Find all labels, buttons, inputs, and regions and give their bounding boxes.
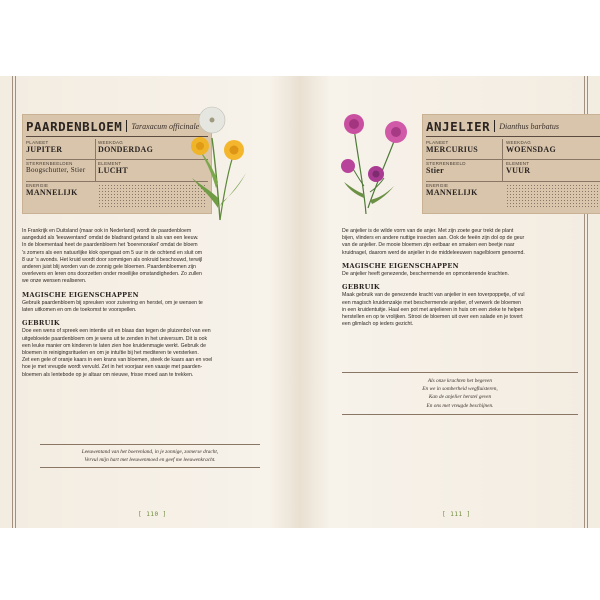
zodiac-label: STERRENBEELD [426,161,466,166]
cell-divider [502,139,503,181]
intro-line: anderen juist blij worden van de zonnig gele bloemen. Paardenbloemen zijn [22,264,196,271]
margin-rule [15,76,16,528]
intro-line: aangeduid als 'leeuwentand' omdat de bladrand getand is als van een leeuw. [22,235,199,242]
energy-value: MANNELIJK [426,188,478,197]
intro-line: van de anjelier. De mooie bloemen zijn eetbaar en smaken een beetje naar [342,242,515,249]
magic-line: Gebruik paardenbloem bij spreuken voor zuivering en herstel, om je wensen te [22,299,203,306]
title-divider [26,136,208,137]
latin-name: Dianthus barbatus [499,121,560,131]
section-heading: MAGISCHE EIGENSCHAPPEN [22,290,139,299]
use-line: Maak gebruik van de genezende kracht van anjelier in een toverpoppetje, of vul [342,292,525,299]
element-cell [98,161,128,175]
intro-line: overlevers en leren ons doorzetten onder moeilijke omstandigheden. Zo zullen [22,271,202,278]
energy-cell [426,183,478,197]
zodiac-value: Boogschutter, Stier [26,166,86,174]
quote-box [40,444,260,468]
quote-line: Leeuwentand van het boerenland, in je zonnige, zomerse dracht, [81,449,219,455]
intro-line: In Frankrijk en Duitsland (maar ook in Nederland) wordt de paardenbloem [22,228,192,234]
left-page [0,76,300,528]
page-number: [ 111 ] [442,511,471,518]
energy-label: ENERGIE [426,183,449,188]
row-divider [426,181,600,182]
planet-value: MERCURIUS [426,145,479,154]
intro-line: bijen, vlinders en andere nuttige insecten aan. Ook de feeën zijn dol op de geur [342,235,525,242]
body-text [342,228,592,328]
right-page [300,76,600,528]
dotted-pattern [506,184,600,208]
quote-line: Kan de anjelier herstel geven [428,394,492,401]
element-label: ELEMENT [98,161,122,166]
plant-name: ANJELIER [426,118,491,134]
weekday-value: DONDERDAG [98,145,154,154]
row-divider [426,159,600,160]
quote-box [342,372,578,415]
quote-line: Vervul mijn hart met leeuwenmoed en geef me leeuwenkracht. [84,457,216,464]
magic-line: laten uitkomen en om de toekomst te voorspellen. [22,307,137,314]
cell-divider [95,139,96,181]
body-text [22,228,270,379]
intro-line: we onze wensen realiseren. [22,278,87,285]
planet-cell [426,140,478,154]
weekday-label: WEEKDAG [506,140,532,145]
title-separator [126,120,127,132]
section-heading: MAGISCHE EIGENSCHAPPEN [342,261,459,270]
element-label: ELEMENT [506,161,530,166]
card-title-row [422,116,600,136]
use-line: een magisch kruidenzakje met beschermende anjelier, of verwerk de bloemen [342,299,522,306]
element-value: VUUR [506,166,531,175]
carnation-illustration [336,108,416,218]
element-cell [506,161,530,175]
use-line: Doe een wens of spreek een intentie uit en blaas dan tegen de pluizenbol van een [22,328,211,335]
page-number: [ 110 ] [138,511,167,518]
intro-line: kruidnagel, daarom werd de anjelier in de middeleeuwen nagelbloem genoemd. [342,249,525,256]
planet-cell [26,140,62,154]
planet-label: PLANEET [426,140,449,145]
use-line: uitgebloeide paardenbloem om je wens uit te zenden in het universum. Dit is ook [22,335,208,342]
title-separator [494,120,495,132]
section-heading: GEBRUIK [342,283,380,292]
weekday-cell [98,140,153,154]
dandelion-illustration [182,98,252,223]
weekday-value: WOENSDAG [506,145,556,154]
intro-line: 8 uur 's avonds. Het kruid wordt door sommigen als onkruid beschouwd, terwijl [22,256,203,263]
use-line: in een kruidentuitje. Haal een pot met anjelieren in huis om een zieke te helpen [342,306,524,313]
row-divider [26,181,208,182]
zodiac-value: Stier [426,166,444,175]
title-divider [426,136,600,137]
latin-name: Taraxacum officinale [131,121,200,131]
margin-rule [12,76,13,528]
zodiac-label: STERRENBEELDEN [26,161,73,166]
energy-value: MANNELIJK [26,188,78,197]
quote-line: En we in somberheid wegfluisteren, [422,386,498,393]
weekday-label: WEEKDAG [98,140,124,145]
intro-line: 's zomers als een natuurlijke klok opengaat om 5 uur in de ochtend en sluit om [22,249,203,256]
plant-name: PAARDENBLOEM [26,118,123,134]
intro-line: In de bloementaal heet de paardenbloem het 'boerenorakel' omdat de bloem [22,242,198,249]
section-heading: GEBRUIK [22,319,60,328]
quote-line: En ons met vreugde beschijnen. [426,402,494,409]
use-line: hoe je met vreugde wordt vervuld. Zet in het voorjaar een vaasje met paarden- [22,364,203,371]
element-value: LUCHT [98,166,128,175]
use-line: bloemen als lentebode op je altaar om nieuwe, frisse moed aan te trekken. [22,371,194,378]
planet-label: PLANEET [26,140,49,145]
use-line: Zet een gele of oranje kaars in een krans van bloemen, steek de kaars aan en voel [22,357,213,364]
intro-line: De anjelier is de wilde vorm van de anjer. Met zijn zoete geur trekt de plant [342,228,514,234]
plant-info-card [422,114,600,214]
use-line: bloemen in reinigingsrituelen en om je intuïtie bij het mediteren te versterken. [22,350,199,357]
use-line: een glimlach op ieders gezicht. [342,321,414,328]
magic-line: De anjelier heeft genezende, beschermende en opmonterende krachten. [342,271,509,278]
planet-value: JUPITER [26,145,63,154]
quote-line: Als onze krachten het begeven [427,378,493,384]
book-spread [0,76,600,528]
zodiac-cell [426,161,466,175]
energy-cell [26,183,78,197]
use-line: een leuke manier om kinderen te laten zien hoe kruidenmagie werkt. Gebruik de [22,342,206,349]
energy-label: ENERGIE [26,183,49,188]
weekday-cell [506,140,556,154]
row-divider [26,159,208,160]
zodiac-cell [26,161,85,174]
use-line: herstellen en op te vrolijken. Strooi de bloemen uit over een salade en je tovert [342,314,523,321]
